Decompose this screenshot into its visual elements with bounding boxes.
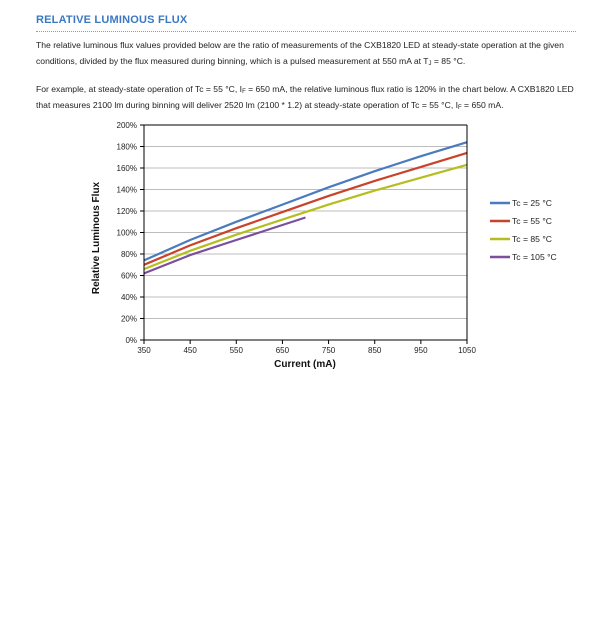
x-tick-label: 1050: [458, 346, 476, 355]
example-text-part3: = 650 mA.: [461, 99, 504, 110]
example-subscript-2: F: [457, 104, 462, 111]
y-tick-label: 60%: [120, 271, 137, 281]
legend-label: Tc = 25 °C: [512, 198, 552, 208]
y-tick-label: 160%: [116, 164, 137, 173]
x-tick-label: 650: [275, 346, 290, 355]
y-axis-title: Relative Luminous Flux: [91, 181, 102, 295]
x-tick-label: 450: [183, 346, 197, 355]
legend-label: Tc = 85 °C: [512, 234, 552, 244]
y-tick-label: 140%: [116, 185, 137, 195]
y-tick-label: 100%: [116, 228, 137, 238]
y-tick-label: 80%: [120, 250, 137, 259]
x-tick-label: 550: [229, 346, 243, 355]
example-text-part2: = 650 mA, the relative luminous flux ratio is 120% in the chart below. A CXB1820 LED that measures 2100 lm during binning will deliver 2520 lm (2100 * 1.2) at steady-state operation of Tc = 55 °C, I: [36, 84, 574, 110]
x-tick-label: 350: [137, 346, 151, 355]
x-tick-label: 750: [321, 346, 336, 355]
x-axis-title: Current (mA): [274, 359, 336, 370]
example-text-part1: For example, at steady-state operation of Tc = 55 °C, I: [36, 84, 243, 94]
legend: [490, 198, 557, 262]
y-tick-label: 20%: [120, 314, 137, 324]
legend-label: Tc = 105 °C: [512, 252, 557, 262]
intro-text-before: The relative luminous flux values provided below are the ratio of measurements of the CXB1820 LED at steady-state operation at the given conditions, divided by the flux measured during binning, which is a pulsed measurement at 550 mA at T: [36, 40, 564, 66]
y-tick-label: 0%: [125, 336, 137, 345]
intro-text-after: = 85 °C.: [431, 55, 466, 66]
legend-label: Tc = 55 °C: [512, 216, 552, 226]
x-tick-labels: [137, 340, 476, 355]
y-tick-label: 40%: [120, 293, 137, 302]
grid-lines: [144, 147, 467, 319]
y-tick-label: 200%: [116, 121, 137, 130]
y-tick-label: 180%: [116, 142, 137, 152]
y-tick-label: 120%: [116, 207, 137, 216]
series-line: [144, 153, 467, 265]
x-tick-label: 850: [368, 346, 382, 355]
series-line: [144, 142, 467, 260]
intro-subscript: J: [428, 60, 432, 67]
x-tick-label: 950: [414, 346, 428, 355]
section-heading: RELATIVE LUMINOUS FLUX: [36, 14, 188, 26]
example-subscript-1: F: [242, 89, 246, 95]
y-tick-labels: [117, 121, 144, 345]
